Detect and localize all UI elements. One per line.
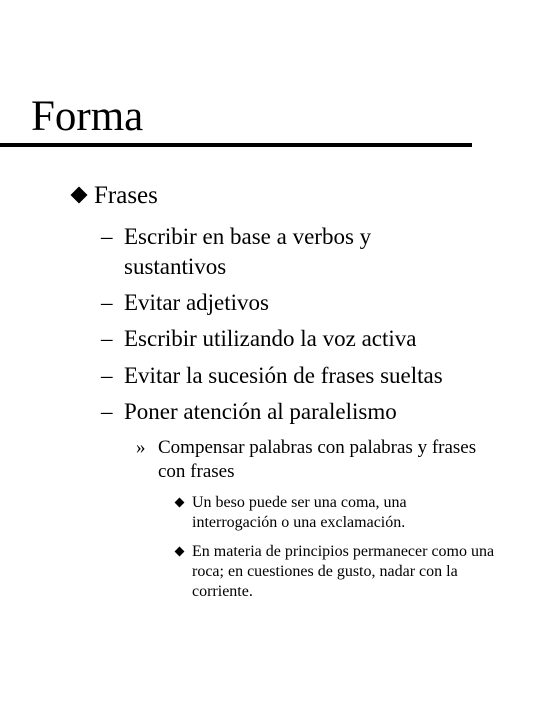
sub-list-item [136, 436, 516, 484]
list-item [101, 397, 531, 427]
sub-marker: » [136, 437, 146, 458]
dash-marker: – [101, 326, 113, 351]
title-underline [0, 143, 472, 147]
list-item [101, 222, 531, 282]
list-item-text: Escribir utilizando la voz activa [124, 326, 417, 351]
list-item-text: Escribir en base a verbos y sustantivos [124, 224, 372, 279]
dash-marker: – [101, 290, 113, 315]
example-item-text: En materia de principios permanecer como una roca; en cuestiones de gusto, nadar con la corriente. [192, 543, 495, 600]
sub-list-item-text: Compensar palabras con palabras y frases con frases [158, 437, 477, 482]
diamond-bullet-icon [175, 547, 185, 557]
dash-marker: – [101, 399, 113, 424]
list-item [101, 361, 531, 391]
diamond-bullet-icon [175, 498, 185, 508]
list-item-text: Evitar adjetivos [124, 290, 269, 315]
list-item [101, 288, 531, 318]
example-item-text: Un beso puede ser una coma, una interrogación o una exclamación. [192, 494, 407, 531]
slide-title: Forma [31, 93, 144, 140]
list-item [101, 324, 531, 354]
bullet-label: Frases [94, 182, 158, 209]
bullet-frases [70, 181, 158, 211]
example-item [175, 542, 515, 602]
list-item-text: Evitar la sucesión de frases sueltas [124, 363, 443, 388]
dash-marker: – [101, 363, 113, 388]
diamond-bullet-icon [71, 187, 88, 204]
example-item [175, 493, 515, 533]
dash-marker: – [101, 224, 113, 249]
list-item-text: Poner atención al paralelismo [124, 399, 397, 424]
